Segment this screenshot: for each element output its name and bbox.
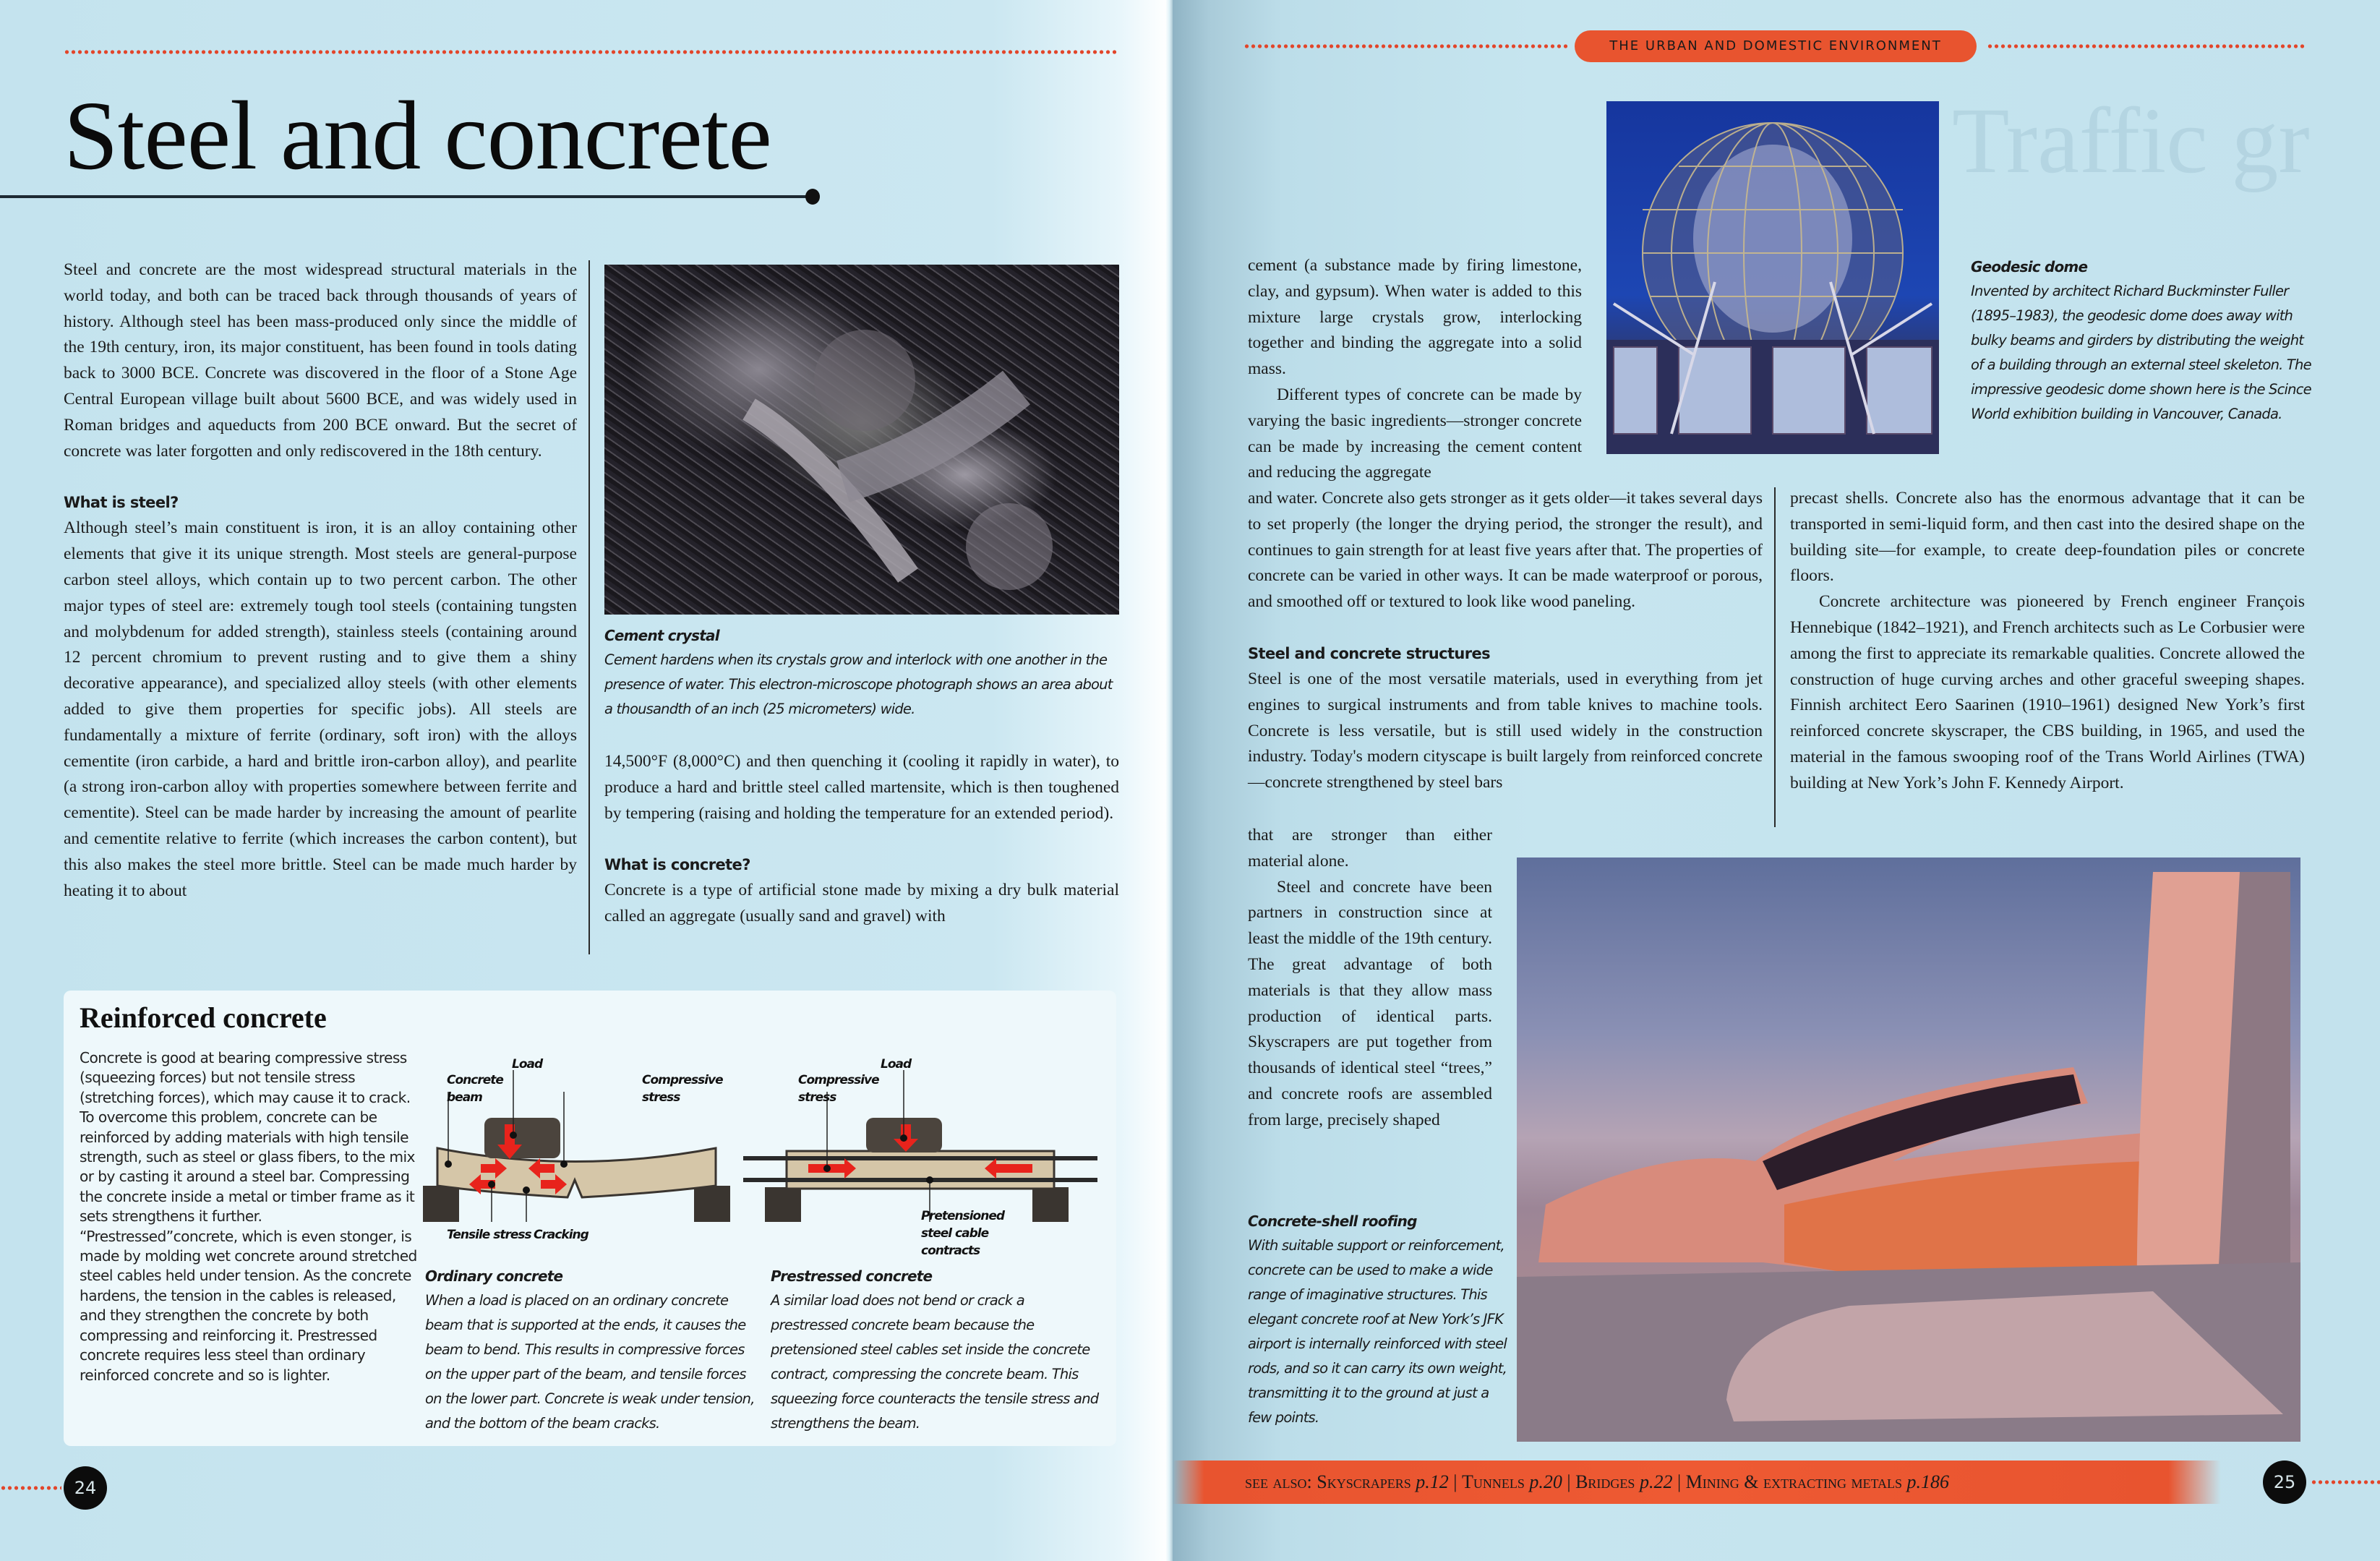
caption-text: Cement hardens when its crystals grow and interlock with one another in the presence of water. This electron-microscope photograph shows an area about a thousandth of an inch (25 micrometers) wide.	[604, 651, 1113, 717]
see-also-link-skyscrapers[interactable]: Skyscrapers p.12	[1317, 1471, 1449, 1492]
cement-crystal-photo	[604, 265, 1119, 615]
see-also-link-tunnels[interactable]: Tunnels p.20	[1461, 1471, 1562, 1492]
right-column-top	[1248, 253, 1582, 486]
dotted-rule-right	[1987, 43, 2305, 49]
geodesic-dome-caption	[1971, 255, 2318, 427]
left-column	[64, 257, 577, 904]
separator: |	[1677, 1471, 1686, 1492]
page-title: Steel and concrete	[64, 82, 771, 190]
column-divider-right	[1774, 487, 1776, 827]
cement-crystal-caption	[604, 623, 1119, 722]
steel-paragraph: Although steel’s main constituent is iron, it is an alloy containing other elements that give it its unique strength. Most steels are general-purpose carbon steel alloys, which contain up to two percent carbon. The other major types of steel are: extremely tough tool steels (containing tungsten and molybdenum for added strength), stainless steels (containing around 12 percent chromium to prevent rusting and to give them a shiny decorative appearance), and specialized alloy steels (with other elements added to give them properties for specific jobs). All steels are fundamentally a mixture of ferrite (ordinary, soft iron) with the alloys cementite (iron carbide, a hard and brittle iron-carbon alloy), and pearlite (a strong iron-carbon alloy with properties somewhere between ferrite and cementite). Steel can be made harder by increasing the amount of pearlite and cementite relative to ferrite (which increases the carbon content), but this also makes the steel more brittle. Steel can be made much harder by heating it to about	[64, 518, 577, 900]
panel-title: Reinforced concrete	[80, 1001, 327, 1034]
structures-paragraph: Steel is one of the most versatile materials, used in everything from jet engines to surgical instruments and from table knives to machine tools. Concrete is less versatile, but is still used widely in the construction industry. Today's modern cityscape is built largely from reinforced concrete—concrete strengthened by steel bars	[1248, 669, 1763, 792]
right-column-2	[1790, 486, 2305, 797]
label-cracking: Cracking	[534, 1228, 588, 1242]
bleed-through-text: Traffic gr	[1952, 89, 2310, 193]
label-pretensioned-cable: Pretensioned steel cable contracts	[921, 1209, 1005, 1258]
twa-terminal-photo	[1517, 858, 2300, 1442]
heading-what-is-concrete: What is concrete?	[604, 856, 750, 874]
shell-roof-caption	[1248, 1209, 1508, 1430]
page-number-right: 25	[2263, 1461, 2306, 1504]
caption-text: A similar load does not bend or crack a prestressed concrete beam because the pretensioned steel cables set inside the concrete contract, compressing the concrete beam. This squeezing force counteracts the tensile stress and strengthens the beam.	[771, 1292, 1099, 1432]
see-also-label: see also:	[1245, 1471, 1312, 1492]
caption-text: Invented by architect Richard Buckminster Fuller (1895–1983), the geodesic dome does away with bulky beams and girders by distributing the weight of a building through an external steel skeleton. The impressive geodesic dome shown here is the Scince World exhibition building in Vancouver, Canada.	[1971, 283, 2311, 422]
left-page	[0, 0, 1168, 1561]
caption-title: Ordinary concrete	[425, 1267, 563, 1285]
see-also-link-mining[interactable]: Mining & extracting metals p.186	[1685, 1471, 1950, 1492]
title-rule-end-dot	[805, 189, 820, 205]
intro-paragraph: Steel and concrete are the most widespread structural materials in the world today, and both can be traced back through thousands of years of history. Although steel has been mass-produced only since the middle of the 19th century, iron, its major constituent, has been found in tools dating back to 3000 BCE. Concrete was discovered in the floor of a Stone Age Central European village built about 5600 BCE, and was widely used in Roman bridges and aqueducts from 200 BCE onward. But the secret of concrete was later forgotten and only rediscovered in the 18th century.	[64, 260, 577, 461]
prestressed-concrete-caption	[771, 1264, 1103, 1436]
precast-paragraph: precast shells. Concrete also has the enormous advantage that it can be transported in semi-liquid form, and then cast into the desired shape on the building site—for example, to create deep-foundation piles or concrete floors.	[1790, 489, 2305, 586]
label-concrete-beam: Concrete beam	[447, 1073, 503, 1105]
steel-continued-paragraph: 14,500°F (8,000°C) and then quenching it (cooling it rapidly in water), to produce a hard and brittle steel called martensite, which is then toughened by tempering (raising and holding the temperature for an extended period).	[604, 752, 1119, 823]
page-number-left: 24	[64, 1466, 107, 1510]
reinforced-concrete-panel	[64, 991, 1116, 1446]
right-column	[604, 749, 1119, 930]
label-compressive-stress-ordinary: Compressive stress	[642, 1073, 723, 1105]
heading-structures: Steel and concrete structures	[1248, 644, 1491, 662]
label-load-prestressed: Load	[881, 1057, 912, 1072]
section-tag: THE URBAN AND DOMESTIC ENVIRONMENT	[1575, 30, 1977, 62]
geodesic-dome-photo	[1606, 101, 1939, 454]
caption-title: Geodesic dome	[1971, 258, 2088, 275]
label-load-ordinary: Load	[512, 1057, 543, 1072]
label-tensile-stress: Tensile stress	[447, 1228, 531, 1242]
caption-title: Prestressed concrete	[771, 1267, 933, 1285]
caption-text: When a load is placed on an ordinary concrete beam that is supported at the ends, it causes the beam to bend. This results in compressive forces on the upper part of the beam, and tensile forces on the lower part. Concrete is weak under tension, and the bottom of the beam cracks.	[425, 1292, 755, 1432]
dotted-rule-footer	[0, 1485, 61, 1491]
concrete-strength-paragraph: and water. Concrete also gets stronger as it gets older—it takes several days to set properly (the longer the drying period, the stronger the result), and continues to gain strength for at least five years after that. The properties of concrete can be varied in other ways. It can be made waterproof or porous, and smoothed off or textured to look like wood paneling.	[1248, 489, 1763, 612]
caption-text: With suitable support or reinforcement, concrete can be used to make a wide range of imaginative structures. This elegant concrete roof at New York’s JFK airport is internally reinforced with steel rods, and so it can carry its own weight, transmitting it to the ground at just a few points.	[1248, 1237, 1507, 1426]
column-divider	[588, 260, 590, 954]
caption-title: Concrete-shell roofing	[1248, 1213, 1417, 1230]
panel-body: Concrete is good at bearing compressive stress (squeezing forces) but not tensile stress (stretching forces), which may cause it to crack. To overcome this problem, concrete can be reinforced by adding materials with high tensile strength, such as steel or glass fibers, to the mix or by casting it around a steel bar. Compressing the concrete inside a metal or timber frame as it sets strengthens it further. “Prestressed”concrete, which is even stonger, is made by molding wet concrete around stretched steel cables held under tension. As the concrete hardens, the tension in the cables is released, and they strengthen the concrete by both compressing and reinforcing it. Prestressed concrete requires less steel than ordinary reinforced concrete and so is lighter.	[80, 1049, 417, 1384]
title-rule	[0, 195, 813, 198]
partners-paragraph: Steel and concrete have been partners in construction since at least the middle of the 19th century. The great advantage of both materials is that they allow mass production of identical parts. Skyscrapers are put together from thousands of identical steel “trees,” and concrete roofs are assembled from large, precisely shaped	[1248, 877, 1492, 1129]
separator: |	[1453, 1471, 1462, 1492]
structures-narrow-text: that are stronger than either material alone.	[1248, 826, 1492, 871]
ordinary-concrete-caption	[425, 1264, 758, 1436]
architecture-paragraph: Concrete architecture was pioneered by French engineer François Hennebique (1842–1921), and French architects such as Le Corbusier were among the first to appreciate its remarkable qualities. Concrete allowed the construction of huge curving arches and other graceful sweeping shapes. Finnish architect Eero Saarinen (1910–1961) designed New York’s first reinforced concrete skyscraper, the CBS building, in 1965, and used the material in the famous swooping roof of the Trans World Airlines (TWA) building at New York’s John F. Kennedy Airport.	[1790, 592, 2305, 792]
dotted-rule-footer-right	[2311, 1479, 2380, 1485]
label-compressive-stress-prestressed: Compressive stress	[798, 1073, 879, 1105]
concrete-paragraph: Concrete is a type of artificial stone made by mixing a dry bulk material called an aggregate (usually sand and gravel) with	[604, 881, 1119, 926]
separator: |	[1567, 1471, 1576, 1492]
see-also-bar	[1173, 1461, 2221, 1504]
right-column-narrow	[1248, 823, 1492, 1134]
dotted-rule-left	[1243, 43, 1569, 49]
types-paragraph: Different types of concrete can be made by varying the basic ingredients—stronger concrete can be made by increasing the cement content and reducing the aggregate	[1248, 385, 1582, 482]
cement-paragraph: cement (a substance made by firing limestone, clay, and gypsum). When water is added to this mixture large crystals grow, interlocking together and binding the aggregate into a solid mass.	[1248, 256, 1582, 379]
right-column-1	[1248, 486, 1763, 796]
see-also-link-bridges[interactable]: Bridges p.22	[1575, 1471, 1673, 1492]
heading-what-is-steel: What is steel?	[64, 494, 179, 512]
caption-title: Cement crystal	[604, 627, 719, 644]
dotted-rule	[64, 49, 1119, 55]
prestressed-concrete-diagram	[743, 1056, 1105, 1222]
